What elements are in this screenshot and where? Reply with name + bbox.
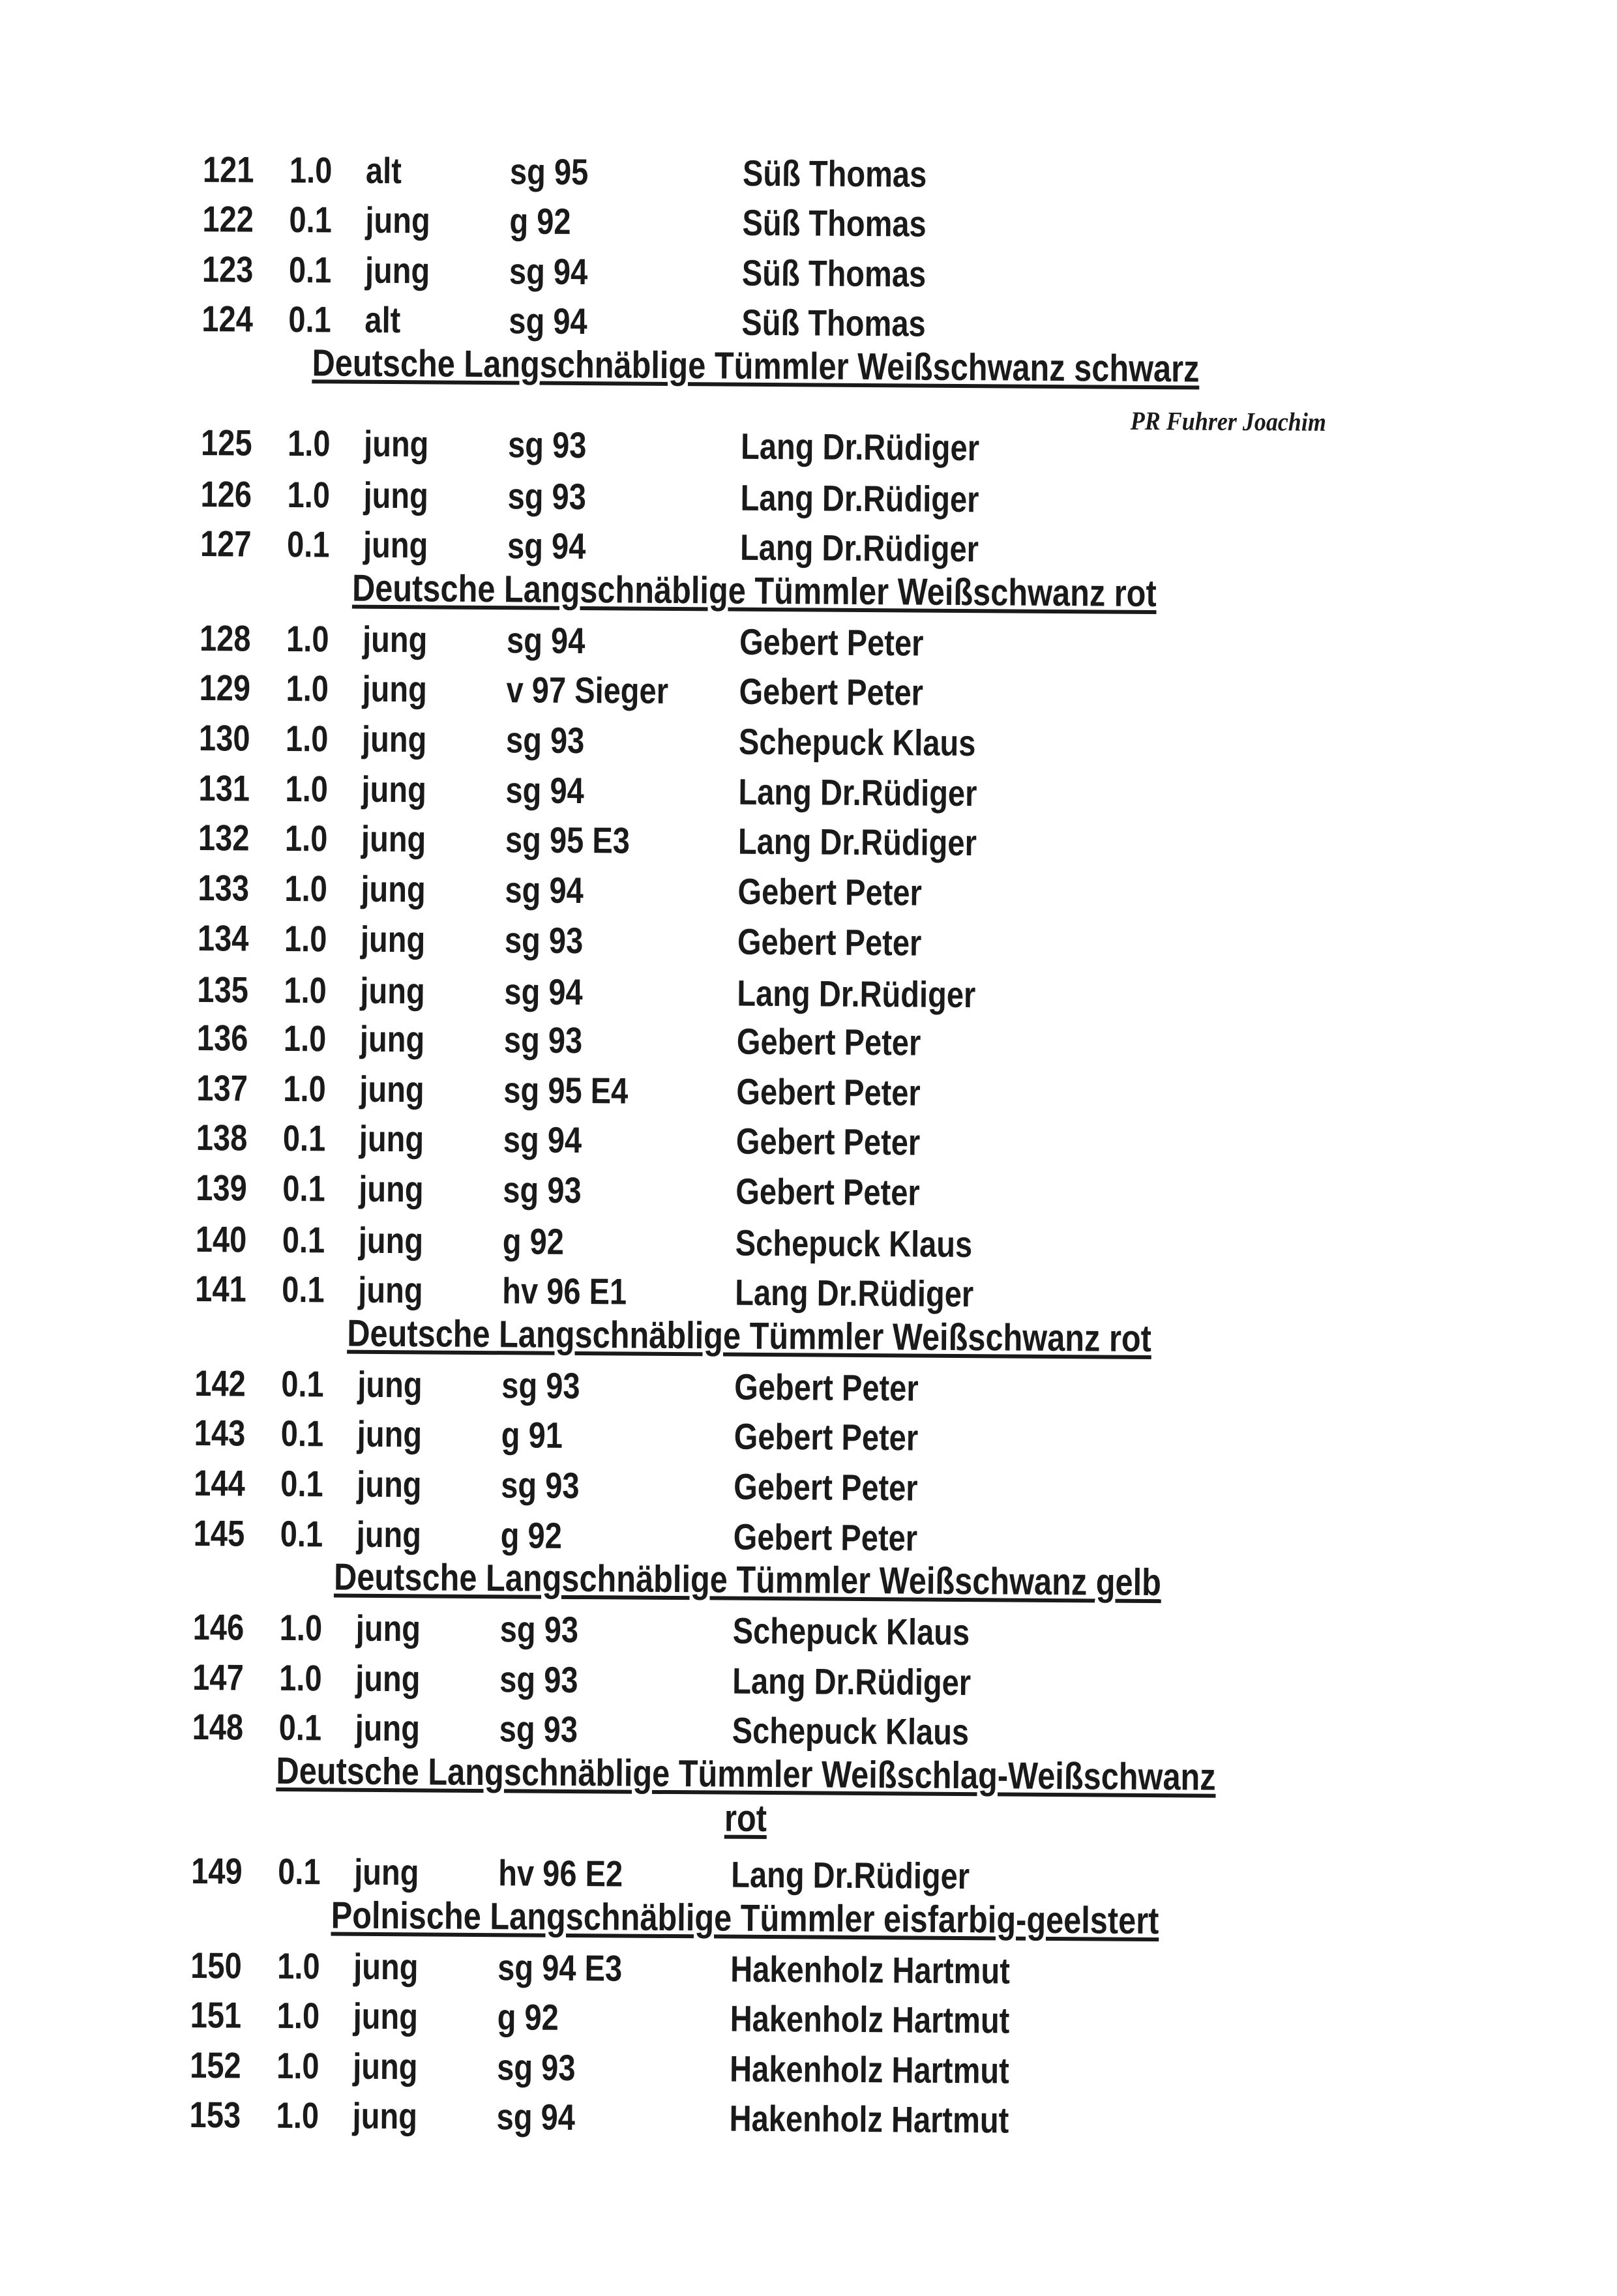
entry-no: 123	[201, 248, 254, 290]
entry-age: jung	[361, 818, 426, 860]
entry-grade: g 92	[502, 1220, 565, 1262]
entry-no: 130	[198, 717, 250, 759]
entry-grade: sg 93	[505, 719, 585, 761]
entry-age: jung	[358, 1219, 424, 1261]
entry-sex: 0.1	[289, 199, 333, 241]
entry-sex: 0.1	[280, 1462, 323, 1505]
entry-no: 125	[200, 421, 252, 464]
entry-grade: sg 95 E4	[503, 1068, 629, 1111]
entry-grade: sg 93	[504, 919, 584, 961]
entry-owner: Lang Dr.Rüdiger	[737, 972, 976, 1015]
entry-grade: v 97 Sieger	[506, 669, 669, 712]
entry-owner: Gebert Peter	[739, 671, 924, 713]
entry-grade: sg 93	[503, 1169, 582, 1211]
entry-age: jung	[357, 1463, 422, 1505]
entry-owner: Lang Dr.Rüdiger	[738, 771, 977, 814]
entry-age: jung	[364, 249, 430, 291]
entry-no: 134	[197, 917, 249, 959]
entry-owner: Gebert Peter	[736, 1020, 921, 1063]
entry-age: alt	[364, 299, 401, 341]
entry-sex: 0.1	[282, 1167, 325, 1209]
entry-owner: Schepuck Klaus	[732, 1709, 970, 1753]
entry-grade: hv 96 E1	[502, 1270, 627, 1312]
entry-grade: sg 93	[499, 1658, 578, 1700]
entry-age: jung	[352, 2095, 418, 2137]
entry-no: 141	[195, 1268, 247, 1310]
entry-owner: Hakenholz Hartmut	[729, 2098, 1009, 2141]
entry-no: 126	[200, 473, 252, 515]
entry-no: 140	[195, 1218, 247, 1260]
entry-no: 138	[196, 1117, 248, 1158]
entry-no: 145	[193, 1512, 245, 1554]
entry-sex: 1.0	[287, 473, 331, 516]
entry-no: 142	[194, 1362, 246, 1404]
section-heading	[0, 565, 1511, 618]
entry-no: 121	[202, 148, 254, 190]
section-heading-text: Deutsche Langschnäblige Tümmler Weißschwanz rot	[351, 567, 1157, 615]
entry-age: jung	[357, 1363, 423, 1406]
entry-age: jung	[363, 422, 429, 465]
entry-owner: Gebert Peter	[734, 1465, 918, 1509]
entry-owner: Schepuck Klaus	[732, 1610, 970, 1653]
entry-owner: Gebert Peter	[737, 870, 923, 913]
entry-sex: 0.1	[280, 1413, 324, 1454]
entry-age: jung	[360, 969, 425, 1011]
entry-sex: 0.1	[281, 1362, 324, 1405]
entry-no: 150	[190, 1944, 242, 1986]
entry-no: 148	[192, 1706, 244, 1748]
entry-owner: Süß Thomas	[742, 201, 927, 244]
entry-grade: hv 96 E2	[498, 1852, 623, 1894]
entry-owner: Gebert Peter	[733, 1516, 918, 1559]
entry-no: 151	[190, 1994, 242, 2036]
entry-sex: 1.0	[287, 422, 331, 464]
entry-owner: Lang Dr.Rüdiger	[740, 425, 980, 469]
entry-owner: Lang Dr.Rüdiger	[739, 527, 979, 570]
entry-sex: 1.0	[289, 149, 333, 190]
section-heading	[0, 1791, 1503, 1845]
entry-sex: 1.0	[285, 717, 329, 759]
entry-grade: sg 94 E3	[497, 1946, 623, 1989]
entry-grade: g 91	[501, 1414, 563, 1456]
entry-age: jung	[359, 1117, 424, 1160]
entry-sex: 0.1	[278, 1707, 322, 1748]
entry-sex: 0.1	[282, 1218, 325, 1261]
section-heading	[0, 1892, 1502, 1945]
entry-grade: sg 94	[509, 300, 587, 342]
entry-no: 152	[189, 2044, 241, 2086]
entry-owner: Lang Dr.Rüdiger	[735, 1272, 974, 1315]
entry-no: 127	[200, 523, 252, 565]
entry-owner: Hakenholz Hartmut	[730, 1948, 1011, 1992]
entry-owner: Gebert Peter	[736, 1070, 921, 1113]
entry-no: 147	[192, 1656, 244, 1698]
entry-sex: 0.1	[282, 1269, 325, 1310]
entry-no: 144	[194, 1462, 245, 1504]
section-heading	[0, 1310, 1506, 1363]
section-heading-text: Deutsche Langschnäblige Tümmler Weißschwanz gelb	[333, 1555, 1161, 1604]
entry-sex: 1.0	[284, 817, 328, 859]
entry-sex: 1.0	[276, 2095, 319, 2136]
entry-sex: 0.1	[288, 248, 332, 291]
entry-owner: Lang Dr.Rüdiger	[737, 821, 977, 864]
entry-age: jung	[365, 199, 430, 241]
entry-sex: 1.0	[284, 917, 327, 960]
entry-grade: sg 93	[501, 1464, 580, 1507]
entry-owner: Lang Dr.Rüdiger	[732, 1660, 972, 1703]
entry-owner: Lang Dr.Rüdiger	[740, 477, 979, 520]
entry-owner: Hakenholz Hartmut	[729, 2048, 1010, 2091]
entry-grade: sg 93	[503, 1019, 583, 1061]
entry-no: 122	[202, 198, 254, 240]
entry-no: 143	[194, 1412, 246, 1454]
entry-no: 137	[196, 1067, 248, 1109]
entry-age: jung	[363, 474, 429, 516]
entry-age: jung	[359, 1068, 424, 1110]
entry-age: jung	[355, 1707, 421, 1749]
entry-owner: Gebert Peter	[737, 920, 922, 964]
entry-sex: 1.0	[284, 969, 327, 1010]
entry-age: jung	[357, 1413, 423, 1455]
entry-age: jung	[360, 918, 426, 960]
entry-grade: sg 94	[507, 525, 586, 567]
entry-grade: sg 93	[501, 1364, 580, 1406]
entry-age: jung	[353, 1945, 419, 1987]
entry-sex: 1.0	[284, 867, 328, 909]
entry-owner: Schepuck Klaus	[735, 1222, 973, 1265]
entry-age: jung	[359, 1018, 425, 1060]
entry-no: 139	[196, 1166, 248, 1209]
entry-sex: 0.1	[278, 1851, 321, 1892]
entry-grade: sg 94	[509, 250, 588, 292]
entry-sex: 0.1	[288, 299, 332, 340]
entry-age: jung	[355, 1657, 421, 1700]
entry-sex: 1.0	[283, 1067, 327, 1109]
entry-sex: 1.0	[276, 1995, 320, 2037]
entry-age: jung	[359, 1168, 424, 1210]
entry-sex: 1.0	[277, 1945, 320, 1986]
section-heading-text: Deutsche Langschnäblige Tümmler Weißschlag-Weißschwanz	[276, 1749, 1217, 1799]
entry-age: jung	[356, 1513, 422, 1555]
entry-age: jung	[358, 1269, 423, 1311]
section-heading-text: Deutsche Langschnäblige Tümmler Weißschwanz schwarz	[312, 342, 1200, 390]
section-heading-text: Polnische Langschnäblige Tümmler eisfarbig-geelstert	[331, 1894, 1159, 1942]
entry-sex: 1.0	[279, 1656, 322, 1698]
judge-name: PR Fuhrer Joachim	[1130, 405, 1326, 437]
entry-no: 131	[198, 767, 250, 809]
entry-sex: 0.1	[286, 523, 330, 565]
entry-age: jung	[361, 768, 427, 810]
entry-sex: 1.0	[276, 2044, 319, 2087]
entry-grade: g 92	[497, 1996, 559, 2038]
entry-owner: Süß Thomas	[741, 252, 927, 295]
entry-age: alt	[365, 149, 402, 191]
section-heading	[0, 340, 1513, 393]
section-heading-text: rot	[724, 1797, 767, 1840]
entry-grade: sg 93	[496, 2046, 576, 2088]
entry-owner: Gebert Peter	[734, 1416, 919, 1458]
entry-owner: Süß Thomas	[741, 302, 926, 345]
entry-grade: sg 93	[507, 424, 587, 465]
entry-age: jung	[362, 618, 428, 660]
entry-age: jung	[362, 668, 428, 710]
entry-grade: sg 94	[505, 769, 585, 811]
entry-sex: 1.0	[279, 1606, 323, 1649]
entry-grade: sg 95	[509, 150, 589, 192]
entry-owner: Hakenholz Hartmut	[730, 1997, 1010, 2041]
entry-grade: sg 93	[507, 475, 587, 517]
entry-grade: sg 93	[499, 1708, 578, 1750]
entry-age: jung	[352, 2045, 418, 2087]
entry-no: 129	[199, 667, 251, 709]
entry-sex: 1.0	[285, 767, 329, 810]
entry-owner: Süß Thomas	[742, 152, 927, 195]
entry-no: 149	[191, 1850, 243, 1892]
entry-owner: Gebert Peter	[735, 1170, 920, 1213]
section-heading	[0, 1553, 1504, 1607]
entry-row	[1, 0, 1617, 195]
entry-grade: sg 94	[503, 1119, 582, 1161]
entry-sex: 0.1	[282, 1117, 326, 1159]
entry-grade: sg 94	[504, 970, 583, 1012]
entry-owner: Gebert Peter	[735, 1120, 921, 1163]
entry-no: 135	[197, 968, 249, 1010]
entry-age: jung	[354, 1851, 419, 1893]
entry-no: 146	[192, 1606, 245, 1648]
entry-no: 124	[201, 298, 254, 340]
entry-grade: g 92	[500, 1514, 563, 1556]
entry-sex: 1.0	[286, 668, 329, 709]
entry-owner: Gebert Peter	[739, 621, 924, 664]
entry-age: jung	[355, 1607, 421, 1649]
entry-owner: Lang Dr.Rüdiger	[731, 1853, 970, 1897]
entry-grade: sg 94	[506, 619, 586, 661]
entry-no: 153	[189, 2094, 241, 2136]
entry-grade: sg 95 E3	[505, 819, 630, 861]
entry-grade: g 92	[509, 200, 571, 243]
entry-grade: sg 94	[505, 869, 584, 911]
entry-age: jung	[361, 868, 426, 910]
entry-sex: 1.0	[283, 1017, 327, 1059]
entry-no: 133	[198, 867, 250, 909]
entry-no: 128	[199, 617, 251, 659]
entry-no: 132	[198, 817, 250, 859]
entry-sex: 0.1	[280, 1512, 323, 1555]
entry-no: 136	[196, 1016, 248, 1059]
section-heading-text: Deutsche Langschnäblige Tümmler Weißschwanz rot	[346, 1312, 1151, 1361]
entry-grade: sg 93	[499, 1608, 579, 1651]
entry-grade: sg 94	[496, 2096, 576, 2138]
entry-owner: Schepuck Klaus	[738, 720, 976, 764]
entry-sex: 1.0	[286, 617, 329, 660]
entry-age: jung	[363, 524, 428, 566]
entry-age: jung	[361, 718, 427, 760]
entry-age: jung	[353, 1995, 419, 2037]
entry-owner: Gebert Peter	[734, 1366, 919, 1409]
